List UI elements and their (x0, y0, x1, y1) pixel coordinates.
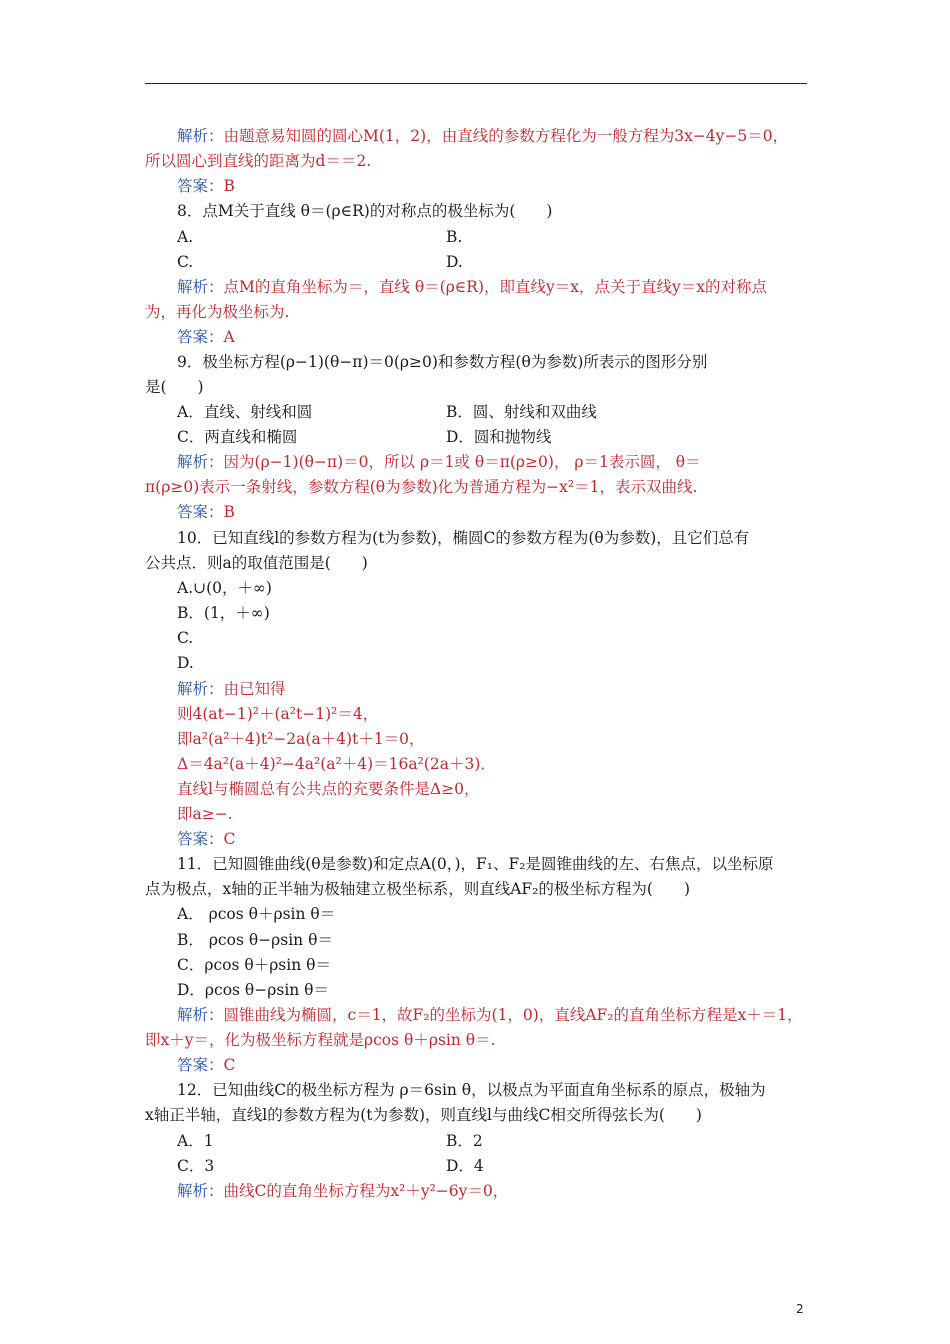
text-line (177, 704, 809, 726)
text-line (177, 829, 809, 851)
line-text: 由已知得 (223, 680, 286, 698)
text-line (177, 628, 809, 650)
solution-label: 解析： (177, 680, 224, 698)
line-text: 即x＋y＝，化为极坐标方程就是ρcos θ＋ρsin θ＝. (145, 1031, 496, 1049)
line-text: 圆锥曲线为椭圆，c＝1，故F₂的坐标为(1，0)，直线AF₂的直角坐标方程是x＋＝1， (223, 1006, 803, 1024)
text-line (177, 679, 809, 701)
text-line (145, 1105, 809, 1127)
text-line (177, 352, 809, 374)
solution-label: 答案： (177, 830, 224, 848)
text-line (177, 754, 809, 776)
line-text: A． ρcos θ＋ρsin θ＝ (177, 905, 336, 923)
text-line (177, 804, 809, 826)
text-line (177, 1080, 809, 1102)
text-line (145, 1030, 809, 1052)
line-text: 即a²(a²＋4)t²−2a(a＋4)t＋1＝0， (177, 730, 425, 748)
line-text: B (223, 503, 235, 521)
solution-label: 答案： (177, 1056, 224, 1074)
line-text: A．1 (177, 1132, 214, 1150)
line-text: B．(1，＋∞) (177, 604, 270, 622)
line-text: 是( ) (145, 378, 204, 396)
line-text: π(ρ≥0)表示一条射线，参数方程(θ为参数)化为普通方程为−x²＝1，表示双曲线. (145, 478, 698, 496)
text-line (145, 477, 809, 499)
text-line (177, 277, 809, 299)
line-text: A．直线、射线和圆 (177, 403, 313, 421)
line-text: C (223, 1056, 236, 1074)
solution-label: 解析： (177, 1182, 224, 1200)
text-line (177, 779, 809, 801)
line-text: C (223, 830, 236, 848)
text-line (145, 302, 809, 324)
line-text: C. (177, 629, 194, 647)
line-text: 点为极点，x轴的正半轴为极轴建立极坐标系，则直线AF₂的极坐标方程为( ) (145, 880, 690, 898)
text-line (145, 553, 809, 575)
text-line (177, 729, 809, 751)
text-line (177, 327, 809, 349)
text-line (177, 904, 809, 926)
text-line (177, 578, 809, 600)
text-line (177, 201, 809, 223)
solution-label: 答案： (177, 177, 224, 195)
line-text: 9．极坐标方程(ρ−1)(θ−π)＝0(ρ≥0)和参数方程(θ为参数)所表示的图形分别 (177, 353, 708, 371)
page-number: 2 (796, 1302, 804, 1316)
line-text: Δ＝4a²(a＋4)²−4a²(a²＋4)＝16a²(2a＋3)． (177, 755, 496, 773)
line-text: C．两直线和椭圆 (177, 428, 298, 446)
text-line (145, 377, 809, 399)
text-line (177, 502, 809, 524)
line-text: 则4(at−1)²＋(a²t−1)²＝4， (177, 705, 379, 723)
text-line (177, 528, 809, 550)
text-line (177, 930, 809, 952)
option-second-column: D．圆和抛物线 (446, 428, 552, 446)
line-text: 由题意易知圆的圆心M(1，2)，由直线的参数方程化为一般方程为3x−4y−5＝0， (223, 127, 789, 145)
line-text: B (223, 177, 235, 195)
solution-label: 答案： (177, 503, 224, 521)
line-text: 所以圆心到直线的距离为d＝＝2. (145, 152, 372, 170)
solution-label: 答案： (177, 328, 224, 346)
line-text: C．3 (177, 1157, 215, 1175)
line-text: 11．已知圆锥曲线(θ是参数)和定点A(0，)，F₁、F₂是圆锥曲线的左、右焦点，以坐标原 (177, 855, 774, 873)
text-line (177, 452, 809, 474)
text-line (177, 980, 809, 1002)
text-line (177, 1005, 809, 1027)
option-second-column: B．2 (446, 1132, 483, 1150)
line-text: 为，再化为极坐标为. (145, 303, 290, 321)
text-line (177, 1055, 809, 1077)
line-text: A. (177, 228, 194, 246)
option-second-column: B. (446, 228, 463, 246)
text-line (177, 955, 809, 977)
solution-label: 解析： (177, 1006, 224, 1024)
line-text: C．ρcos θ＋ρsin θ＝ (177, 956, 331, 974)
solution-label: 解析： (177, 278, 224, 296)
line-text: C. (177, 253, 194, 271)
line-text: 曲线C的直角坐标方程为x²＋y²−6y＝0， (223, 1182, 509, 1200)
line-text: 因为(ρ−1)(θ−π)＝0，所以 ρ＝1或 θ＝π(ρ≥0)， ρ＝1表示圆， θ＝ (223, 453, 701, 471)
option-second-column: D. (446, 253, 463, 271)
text-line (177, 653, 809, 675)
text-line (145, 879, 809, 901)
option-second-column: B．圆、射线和双曲线 (446, 403, 597, 421)
solution-label: 解析： (177, 453, 224, 471)
text-line (177, 1181, 809, 1203)
line-text: 公共点．则a的取值范围是( ) (145, 554, 368, 572)
line-text: D．ρcos θ−ρsin θ＝ (177, 981, 330, 999)
solution-label: 解析： (177, 127, 224, 145)
text-line (177, 603, 809, 625)
line-text: x轴正半轴，直线l的参数方程为(t为参数)，则直线l与曲线C相交所得弦长为( ) (145, 1106, 702, 1124)
line-text: A.∪(0，＋∞) (177, 579, 272, 597)
line-text: 8．点M关于直线 θ＝(ρ∈R)的对称点的极坐标为( ) (177, 202, 553, 220)
line-text: 即a≥−. (177, 805, 233, 823)
text-line (177, 176, 809, 198)
text-line (177, 854, 809, 876)
line-text: A (223, 328, 235, 346)
line-text: B． ρcos θ−ρsin θ＝ (177, 931, 333, 949)
line-text: D. (177, 654, 194, 672)
line-text: 直线l与椭圆总有公共点的充要条件是Δ≥0， (177, 780, 480, 798)
line-text: 12．已知曲线C的极坐标方程为 ρ＝6sin θ，以极点为平面直角坐标系的原点，极轴为 (177, 1081, 766, 1099)
text-line (177, 126, 809, 148)
text-line (145, 151, 809, 173)
option-second-column: D．4 (446, 1157, 484, 1175)
line-text: 点M的直角坐标为＝，直线 θ＝(ρ∈R)，即直线y＝x，点关于直线y＝x的对称点 (223, 278, 767, 296)
line-text: 10．已知直线l的参数方程为(t为参数)，椭圆C的参数方程为(θ为参数)，且它们总有 (177, 529, 750, 547)
